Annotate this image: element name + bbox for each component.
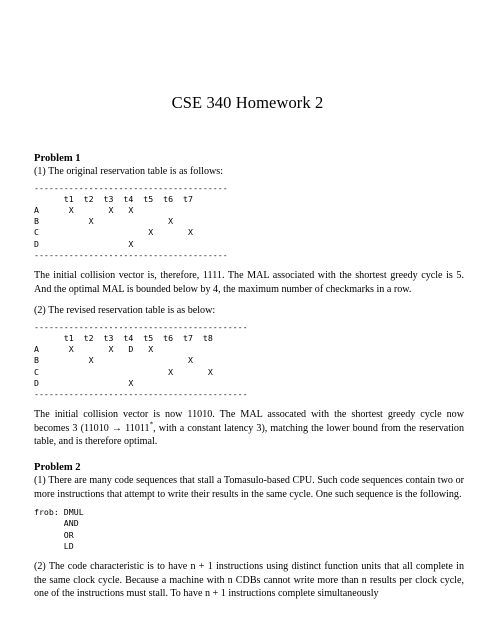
problem2-paragraph-1: (1) There are many code sequences that stall a Tomasulo-based CPU. Such code sequences contain two or more instructions that attempt to write their results in the same cycle. One such sequence is the following. — [34, 475, 464, 500]
document-body — [34, 152, 464, 601]
code-sequence: frob: DMUL AND OR LD — [34, 507, 84, 551]
problem1-heading: Problem 1 — [34, 153, 81, 164]
problem1-paragraph-2-b: , with a constant latency 3), matching the lower bound from the reservation table, and is therefore optimal. — [34, 422, 464, 448]
problem1-paragraph-2 — [34, 408, 464, 449]
document-title: CSE 340 Homework 2 — [171, 93, 324, 112]
problem1-intro: (1) The original reservation table is as follows: — [34, 166, 224, 177]
problem1-paragraph-2-a: The initial collision vector is now 11010. The MAL assocated with the shortest greedy cycle now becomes 3 (11010 → 11011 — [34, 409, 464, 434]
problem1-intro-2: (2) The revised reservation table is as below: — [34, 305, 216, 317]
reservation-table-revised: ------------------------------------------- t1 t2 t3 t4 t5 t6 t7 t8 A X X D X B X X C X X D X ------------------------------------------- — [34, 321, 248, 400]
problem2-paragraph-2: (2) The code characteristic is to have n + 1 instructions using distinct function units that all complete in the same clock cycle. Because a machine with n CDBs cannot write more than n results per clock cycle, one of the instructions must stall. To have n + 1 instructions complete simultaneously — [34, 561, 464, 600]
problem1-paragraph-2-star: * — [149, 420, 154, 429]
reservation-table-original: --------------------------------------- t1 t2 t3 t4 t5 t6 t7 A X X X B X X C X X D X --------------------------------------- — [34, 182, 228, 260]
problem2-heading: Problem 2 — [34, 462, 81, 473]
problem1-paragraph-1: The initial collision vector is, therefore, 1111. The MAL associated with the shortest greedy cycle is 5. And the optimal MAL is bounded below by 4, the maximum number of checkmarks in a row. — [34, 270, 464, 295]
